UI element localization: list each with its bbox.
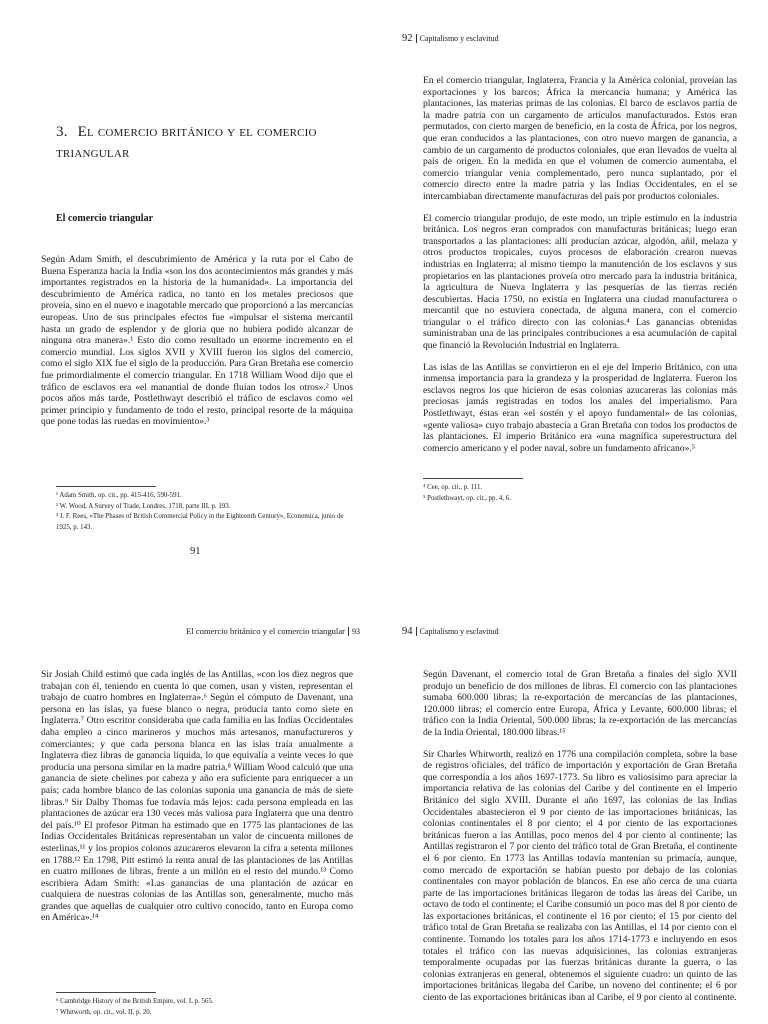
page-92 bbox=[384, 0, 768, 512]
footnote: ⁴ Cee, op. cit., p. 111. bbox=[423, 484, 483, 491]
paragraph: El comercio triangular produjo, de este modo, un triple estímulo en la industria británica. Los negros eran comprados con manufacturas británicas; luego eran transportados a las plantaciones: allí producían azúcar, algodón, añil, melaza y otros productos tropicales, cuyos procesos de elaboración crearon nuevas industrias en Inglaterra; al mismo tiempo la manutención de los esclavos y sus propietarios en las plantaciones proveía otro mercado para la industria británica, la agricultura de Nueva Inglaterra y las pesquerías de las tierras recién descubiertas. Hacia 1750, no existía en Inglaterra una ciudad manufacturera o mercantil que no estuviera conectada, de alguna manera, con el comercio triangular o el tráfico directo con las colonias.⁴ Las ganancias obtenidas suministraban una de las principales contribuciones a esa acumulación de capital que financió la Revolución Industrial en Inglaterra. bbox=[423, 212, 737, 352]
footnote: ⁷ Whitworth, op. cit., vol. II, p. 20. bbox=[56, 1008, 152, 1016]
page-folio: 91 bbox=[190, 546, 201, 557]
footnote: ¹ Adam Smith, op. cit., pp. 415-416, 590-591. bbox=[56, 492, 182, 499]
bottom-spread bbox=[0, 512, 768, 1024]
footnote: ³ J. F. Rees, «The Phases of British Commercial Policy in the Eighteenth Century», Economica, junio de 1925, p. 143. bbox=[56, 513, 344, 531]
paragraph: Las islas de las Antillas se convirtieron en el eje del Imperio Británico, con una inmensa importancia para la grandeza y la prosperidad de Inglaterra. Fueron los esclavos negros los que hicieron de esas colonias azucareras las colonias más preciosas jamás registradas en todos los anales del imperialismo. Para Postlethwayt, éstas eran «el sostén y el apoyo fundamental» de las colonias, «gente valiosa» cuyo trabajo abastecía a Gran Bretaña con todos los productos de las plantaciones. El imperio Británico era «una magnífica superestructura del comercio americano y el poder naval, sobre un fundamento africano».⁵ bbox=[423, 361, 737, 454]
paragraph: En el comercio triangular, Inglaterra, Francia y la América colonial, proveían las exportaciones y los barcos; África la mercancía humana; y América las plantaciones, las materias primas de las colonias. El barco de esclavos partía de la madre patria con un cargamento de artículos manufacturados. Estos eran permutados, con cierto margen de beneficio, en la costa de África, por los negros, que eran conducidos a las plantaciones, con otro nuevo margen de ganancia, a cambio de un cargamento de productos coloniales, que eran llevados de vuelta al país de origen. En la medida en que el volumen de comercio aumentaba, el comercio triangular venía complementado, pero nunca suplantado, por el comercio directo entre la madre patria y las Indias Occidentales, en el se intercambiaban directamente manufacturas del país por productos coloniales. bbox=[423, 75, 737, 202]
book-title: Capitalismo y esclavitud bbox=[416, 627, 499, 636]
footnote-rule bbox=[56, 486, 156, 487]
footnote: ⁶ Cambridge History of the British Empire, vol. I, p. 565. bbox=[56, 998, 214, 1005]
page-number: 92 bbox=[402, 33, 413, 44]
page-number: 94 bbox=[402, 626, 413, 637]
book-title: Capitalismo y esclavitud bbox=[416, 34, 499, 43]
section-heading: El comercio triangular bbox=[56, 213, 154, 224]
page-94 bbox=[384, 512, 768, 1024]
paragraph: Según Adam Smith, el descubrimiento de América y la ruta por el Cabo de Buena Esperanza hacia la India «son los dos acontecimientos más grandes y más importantes registrados en la historia de la humanidad». La importancia del descubrimiento de América radica, no tanto en los metales preciosos que proveía, sino en el nuevo e inagotable mercado que proporcionó a las mercancías europeas. Uno de sus principales efectos fue «impulsar el sistema mercantil hasta un grado de esplendor y de gloria que no hubiera podido alcanzar de ninguna otra manera».¹ Esto dio como resultado un enorme incremento en el comercio mundial. Los siglos XVII y XVIII fueron los siglos del comercio, como el siglo XIX fue el siglo de la producción. Para Gran Bretaña ese comercio fue primordialmente el comercio triangular. En 1718 William Wood dijo que el tráfico de esclavos era «el manantial de donde fluían todos los otros».² Unos pocos años más tarde, Postlethwayt describió el tráfico de esclavos como «el primer principio y fundamento de todo el resto, principal resorte de la máquina que pone todas las ruedas en movimiento».³ bbox=[41, 254, 353, 428]
paragraph: Sir Josiah Child estimó que cada inglés de las Antillas, «con los diez negros que trabajan con él, teniendo en cuenta lo que comen, usan y visten, representan el trabajo de cuatro hombres en Inglaterra».⁶ Según el cómputo de Davenant, una persona en las islas, ya fuese blanco o negra, producía tanto como siete en Inglaterra.⁷ Otro escritor consideraba que cada familia en las Indias Occidentales daba empleo a cinco marineros y muchos más artesanos, manufactureros y comerciantes; y que cada persona blanca en las islas traía anualmente a Inglaterra diez libras de ganancia líquida, lo que equivalía a veinte veces lo que producía una persona similar en la madre patria.⁸ William Wood calculó que una ganancia de siete chelines por cabeza y año era suficiente para enriquecer a un país; cada hombre blanco de las colonias suponía una ganancia de más de siete libras.⁹ Sir Dalby Thomas fue todavía más lejos: cada persona empleada en las plantaciones de azúcar era 130 veces más valiosa para Inglaterra que una dentro del país.¹⁰ El profesor Pitman ha estimado que en 1775 las plantaciones de las Indias Occidentales Británicas representaban un valor de cincuenta millones de esterlinas,¹¹ y los propios colonos azucareros elevaron la cifra a setenta millones en 1788.¹² En 1798, Pitt estimó la renta anual de las plantaciones de las Antillas en cuatro millones de libras, frente a un millón en el resto del mundo.¹³ Como escribiera Adam Smith: «Las ganancias de una plantación de azúcar en cualquiera de nuestras colonias de las Antillas son, generalmente, mucho más grandes que aquellas de cualquier otro cultivo conocido, tanto en Europa como en América».¹⁴ bbox=[41, 669, 353, 924]
body-text bbox=[423, 669, 737, 1014]
footnotes bbox=[56, 992, 356, 1018]
running-head bbox=[402, 33, 499, 44]
footnote-rule bbox=[56, 992, 156, 993]
page-93 bbox=[0, 512, 384, 1024]
page-number: 93 bbox=[348, 627, 360, 636]
chapter-number: 3. bbox=[56, 124, 68, 140]
chapter-title-text: El comercio británico y el comercio triangular bbox=[56, 124, 317, 161]
footnote: ² W. Wood, A Survey of Trade, Londres, 1718, parte III, p. 193. bbox=[56, 502, 231, 510]
chapter-title bbox=[56, 122, 356, 164]
body-text bbox=[41, 669, 353, 934]
paragraph: Según Davenant, el comercio total de Gran Bretaña a finales del siglo XVII produjo un beneficio de dos millones de libras. El comercio con las plantaciones sumaba 600.000 libras; la re-exportación de mercancías de las plantaciones, 120.000 libras; el comercio entre Europa, África y Levante, 600.000 libras; el tráfico con la India Oriental, 500.000 libras; la re-exportación de las mercancías de la India Oriental, 180.000 libras.¹⁵ bbox=[423, 669, 737, 738]
body-text bbox=[41, 254, 353, 438]
running-head bbox=[186, 626, 360, 636]
running-head bbox=[402, 626, 499, 637]
footnote: ⁵ Postlethwayt, op. cit., pp. 4, 6. bbox=[423, 494, 511, 502]
page-91 bbox=[0, 0, 384, 557]
body-text bbox=[423, 75, 737, 464]
footnotes bbox=[423, 478, 737, 504]
chapter-running-title: El comercio británico y el comercio triangular bbox=[186, 626, 345, 636]
footnote-rule bbox=[423, 478, 523, 479]
paragraph: Sir Charles Whitworth, realizó en 1776 una compilación completa, sobre la base de registros oficiales, del tráfico de importación y exportación de Gran Bretaña que correspondía a los años 1697-1773. Su libro es valiosísimo para apreciar la importancia relativa de las colonias del Caribe y del continente en el Imperio Británico del siglo XVIII. Durante el año 1697, las colonias de las Indias Occidentales abastecieron el 9 por ciento de las importaciones británicas, las colonias continentales el 8 por ciento; el 4 por ciento de las exportaciones británicas fueron a las Antillas, poco menos del 4 por ciento al continente; las Antillas registraron el 7 por ciento del tráfico total de Gran Bretaña, el continente el 6 por ciento. En 1773 las Antillas todavía mantenían su primacía, aunque, como mercado de exportación se habían puesto por debajo de las colonias continentales con mayor población de blancos. En ese año cerca de una cuarta parte de las importaciones británicas llegaron de todas las áreas del Caribe, un octavo de todo el continente; el Caribe consumió un poco mas del 8 por ciento de las exportaciones británicas, el continente el 16 por ciento; el 15 por ciento del tráfico total de Gran Bretaña se realizaba con las Antillas, el 14 por ciento con el continente. Tomando los totales para los años 1714-1773 e incluyendo en esos totales el tráfico con las nuevas adquisiciones, las colonias extranjeras temporalmente ocupadas por las fuerzas británicas durante la guerra, o las colonias extranjeras en general, obtenemos el siguiente cuadro: un quinto de las importaciones británicas llegaba del Caribe, un noveno del continente; el 6 por ciento de las exportaciones británicas iban al Caribe, el 9 por ciento al continente. bbox=[423, 748, 737, 1004]
